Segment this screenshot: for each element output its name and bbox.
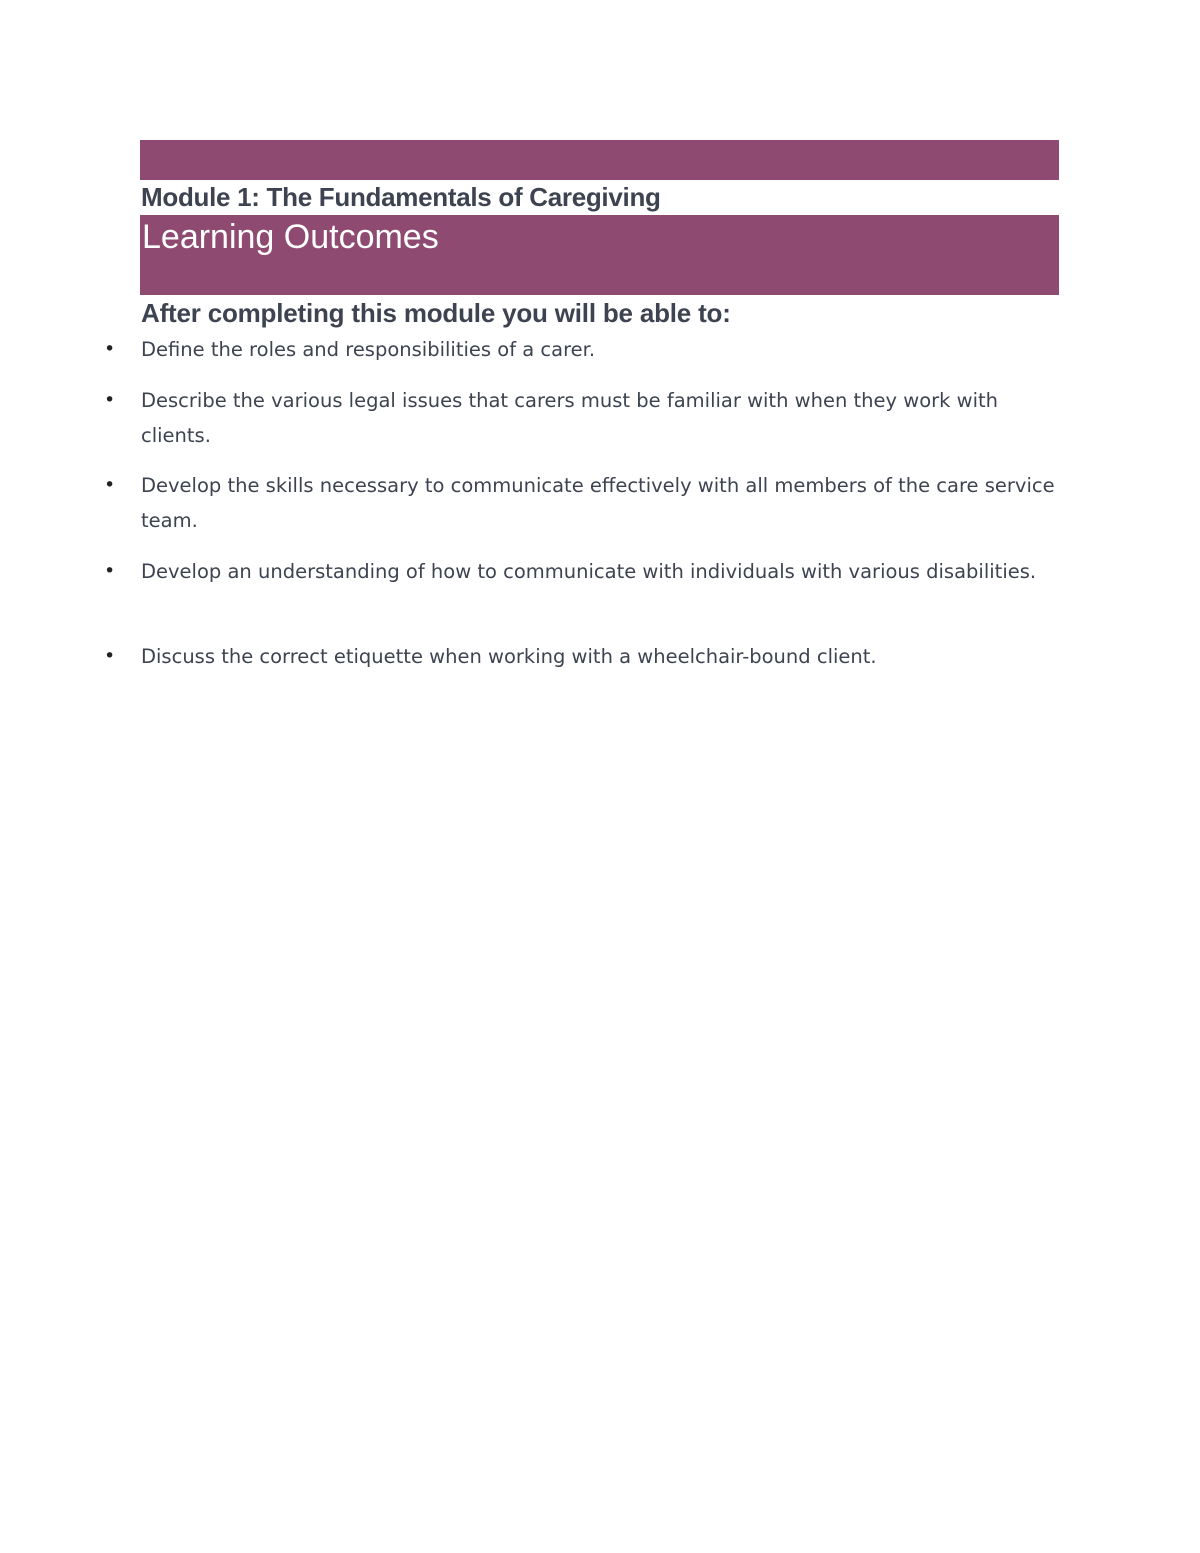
learning-outcomes-heading: Learning Outcomes <box>142 218 439 256</box>
outcome-text: Describe the various legal issues that carers must be familiar with when they work with clients. <box>141 389 999 447</box>
learning-outcomes-banner <box>140 215 1059 295</box>
list-item <box>104 332 1061 367</box>
bullet-icon: • <box>104 560 116 582</box>
intro-statement: After completing this module you will be able to: <box>141 298 731 328</box>
list-item <box>104 468 1061 538</box>
bullet-icon: • <box>104 645 116 667</box>
bullet-icon: • <box>104 338 116 360</box>
outcome-text: Develop the skills necessary to communicate effectively with all members of the care service team. <box>141 474 1055 532</box>
header-color-bar <box>140 140 1059 180</box>
bullet-icon: • <box>104 389 116 411</box>
list-item <box>104 383 1061 453</box>
outcome-text: Develop an understanding of how to communicate with individuals with various disabilities. <box>141 560 1037 583</box>
list-item <box>104 639 1061 674</box>
outcome-text: Define the roles and responsibilities of a carer. <box>141 338 596 361</box>
outcome-text: Discuss the correct etiquette when working with a wheelchair-bound client. <box>141 645 877 668</box>
bullet-icon: • <box>104 474 116 496</box>
list-item <box>104 554 1061 589</box>
module-title: Module 1: The Fundamentals of Caregiving <box>141 182 661 212</box>
